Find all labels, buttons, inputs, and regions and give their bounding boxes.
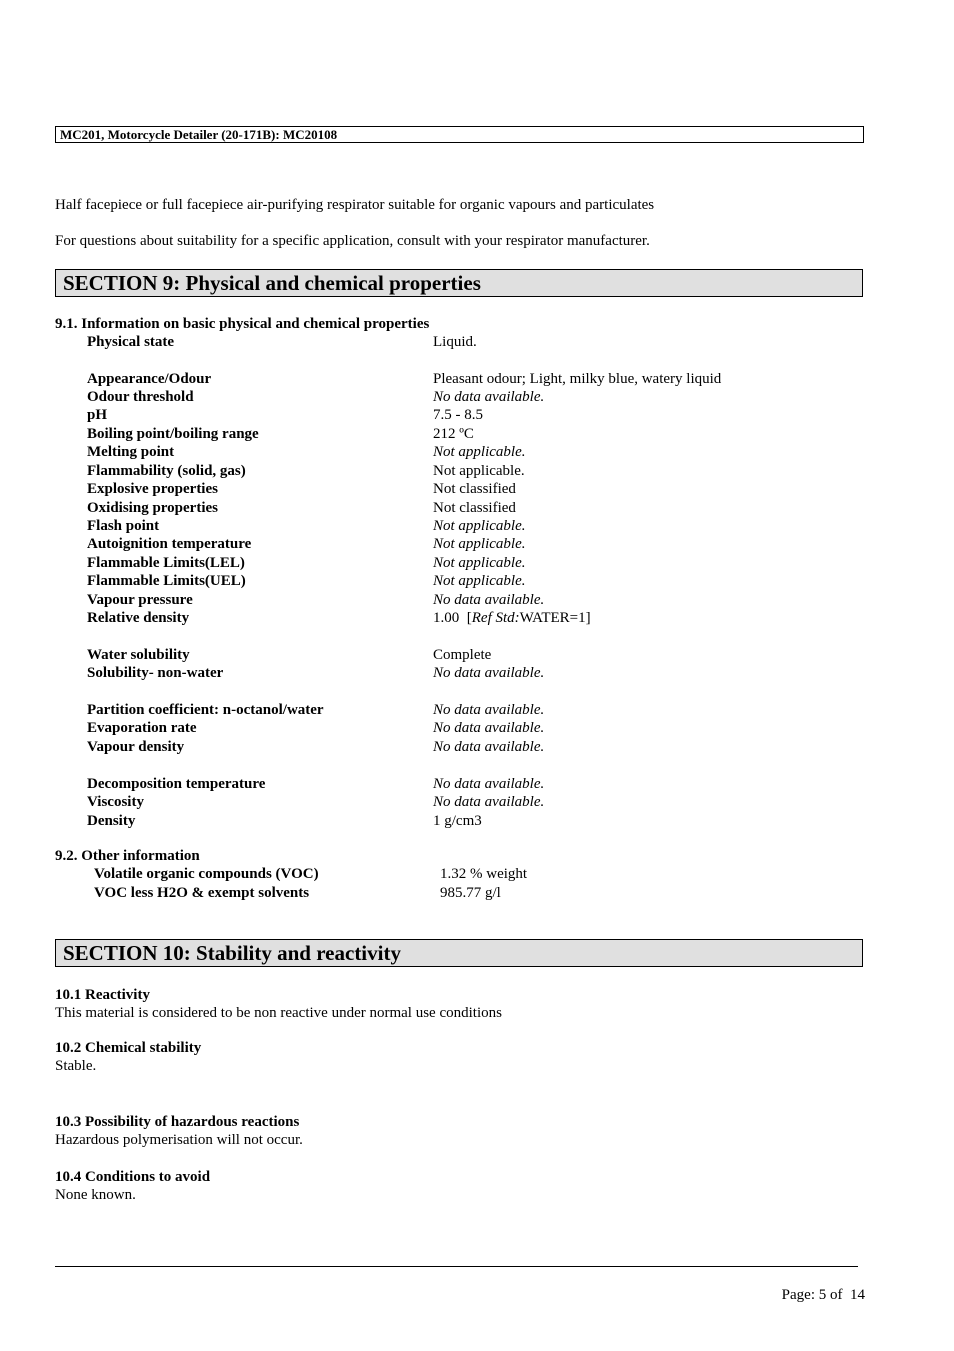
property-label: Density <box>87 813 136 829</box>
property-label: Boiling point/boiling range <box>87 426 259 442</box>
page-label: Page: <box>781 1287 815 1303</box>
property-label: Flammable Limits(LEL) <box>87 555 245 571</box>
page-of-label: of <box>830 1287 843 1303</box>
property-label: Decomposition temperature <box>87 776 266 792</box>
property-label: Oxidising properties <box>87 500 218 516</box>
section-10-title: SECTION 10: Stability and reactivity <box>55 939 863 967</box>
property-row <box>0 646 954 664</box>
other-info-label: VOC less H2O & exempt solvents <box>94 885 310 901</box>
property-row <box>0 812 954 830</box>
hazardous-reactions-heading: 10.3 Possibility of hazardous reactions <box>55 1114 300 1130</box>
section-9-2-heading: 9.2. Other information <box>55 848 200 864</box>
property-value: Not applicable. <box>433 573 526 589</box>
property-value: No data available. <box>433 794 545 810</box>
property-value <box>433 609 591 627</box>
property-row <box>0 609 954 627</box>
property-value: Not applicable. <box>433 555 526 571</box>
property-row <box>0 462 954 480</box>
property-value: Liquid. <box>433 334 477 350</box>
other-info-label: Volatile organic compounds (VOC) <box>94 866 319 882</box>
property-value: No data available. <box>433 592 545 608</box>
property-row <box>0 793 954 811</box>
property-value: Not applicable. <box>433 536 526 552</box>
property-label: Evaporation rate <box>87 720 197 736</box>
property-row <box>0 572 954 590</box>
property-label: Water solubility <box>87 647 190 663</box>
property-value: Not applicable. <box>433 463 525 479</box>
chemical-stability-heading: 10.2 Chemical stability <box>55 1040 202 1056</box>
property-value: 7.5 - 8.5 <box>433 407 483 423</box>
property-row <box>0 517 954 535</box>
property-label: Physical state <box>87 334 175 350</box>
property-value: Not classified <box>433 500 516 516</box>
property-row <box>0 406 954 424</box>
ref-std-label: Ref Std: <box>471 610 520 626</box>
property-value: Not applicable. <box>433 444 526 460</box>
conditions-to-avoid-heading: 10.4 Conditions to avoid <box>55 1169 211 1185</box>
property-value: Not classified <box>433 481 516 497</box>
property-row <box>0 388 954 406</box>
property-row <box>0 554 954 572</box>
property-row <box>0 333 954 351</box>
property-value: No data available. <box>433 702 545 718</box>
property-row <box>0 701 954 719</box>
property-label: Viscosity <box>87 794 144 810</box>
hazardous-reactions-text: Hazardous polymerisation will not occur. <box>55 1132 303 1148</box>
other-info-value: 985.77 g/l <box>440 885 501 901</box>
section-9-1-heading: 9.1. Information on basic physical and chemical properties <box>55 316 430 332</box>
property-value: Pleasant odour; Light, milky blue, watery liquid <box>433 371 722 387</box>
property-row <box>0 775 954 793</box>
property-row <box>0 480 954 498</box>
conditions-to-avoid-text: None known. <box>55 1187 136 1203</box>
ref-std-bracket: [ <box>466 610 472 626</box>
property-value: 212 ºC <box>433 426 474 442</box>
document-header: MC201, Motorcycle Detailer (20-171B): MC20108 <box>55 126 864 143</box>
respirator-questions-text: For questions about suitability for a specific application, consult with your respirator manufacturer. <box>55 233 650 249</box>
ref-std-value: WATER=1] <box>519 610 591 626</box>
page-number <box>782 1286 865 1304</box>
page-current: 5 <box>818 1287 827 1303</box>
property-label: Explosive properties <box>87 481 218 497</box>
property-row <box>0 719 954 737</box>
property-value: No data available. <box>433 776 545 792</box>
section-9-title: SECTION 9: Physical and chemical properties <box>55 269 863 297</box>
footer-divider <box>55 1266 858 1267</box>
property-value: No data available. <box>433 739 545 755</box>
property-value: 1 g/cm3 <box>433 813 482 829</box>
property-row <box>0 591 954 609</box>
relative-density-value: 1.00 <box>433 610 460 626</box>
property-row <box>0 535 954 553</box>
property-row <box>0 370 954 388</box>
reactivity-text: This material is considered to be non reactive under normal use conditions <box>55 1005 502 1021</box>
property-value: Not applicable. <box>433 518 526 534</box>
property-label: Flammability (solid, gas) <box>87 463 246 479</box>
property-row <box>0 738 954 756</box>
property-label: Appearance/Odour <box>87 371 212 387</box>
property-label: Solubility- non-water <box>87 665 224 681</box>
property-value: No data available. <box>433 665 545 681</box>
chemical-stability-text: Stable. <box>55 1058 97 1074</box>
property-label: Flammable Limits(UEL) <box>87 573 246 589</box>
property-label: Vapour density <box>87 739 185 755</box>
property-value: No data available. <box>433 720 545 736</box>
other-info-row <box>0 865 954 883</box>
property-row <box>0 664 954 682</box>
page-total: 14 <box>850 1287 865 1303</box>
property-value: No data available. <box>433 389 545 405</box>
property-label: Autoignition temperature <box>87 536 252 552</box>
property-label: Odour threshold <box>87 389 194 405</box>
property-label: Partition coefficient: n-octanol/water <box>87 702 324 718</box>
respirator-text: Half facepiece or full facepiece air-purifying respirator suitable for organic vapours and particulates <box>55 197 655 213</box>
property-row <box>0 499 954 517</box>
property-label: pH <box>87 407 108 423</box>
property-label: Flash point <box>87 518 160 534</box>
other-info-row <box>0 884 954 902</box>
reactivity-heading: 10.1 Reactivity <box>55 987 150 1003</box>
property-label: Relative density <box>87 610 190 626</box>
property-label: Vapour pressure <box>87 592 193 608</box>
property-row <box>0 425 954 443</box>
other-info-value: 1.32 % weight <box>440 866 528 882</box>
property-row <box>0 443 954 461</box>
property-value: Complete <box>433 647 492 663</box>
property-label: Melting point <box>87 444 175 460</box>
